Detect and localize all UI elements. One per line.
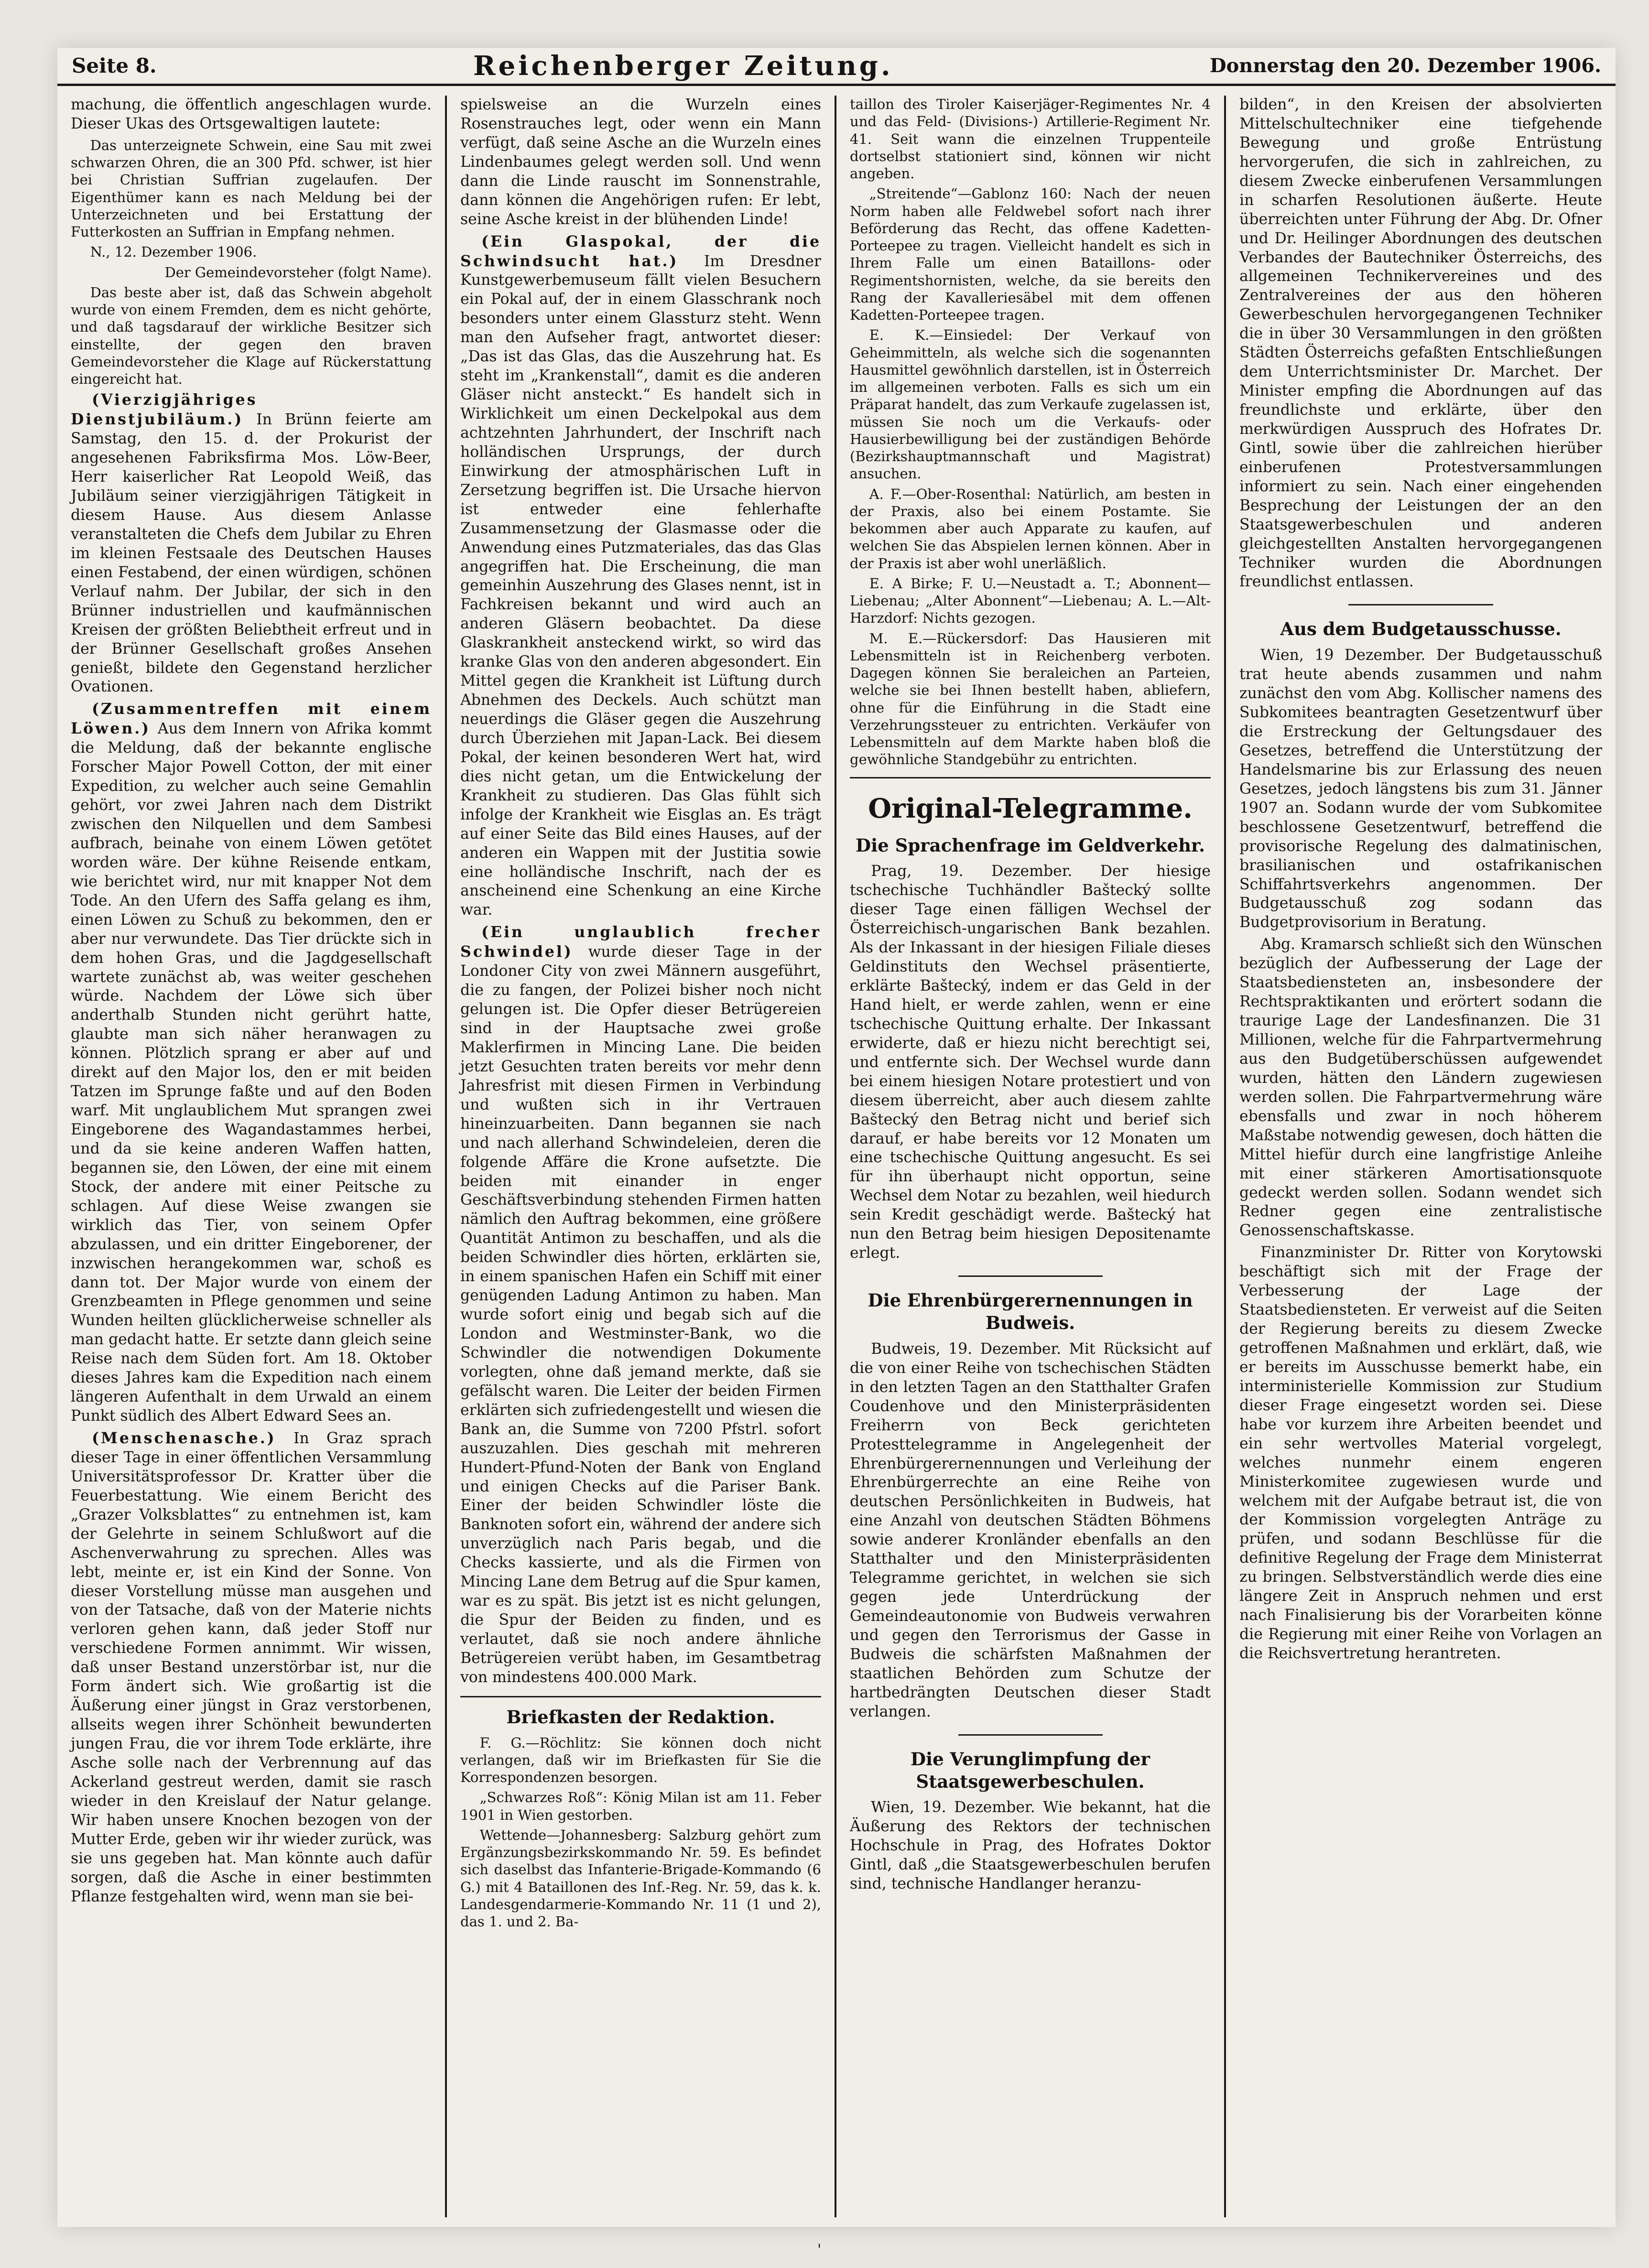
article-paragraph: In Graz sprach dieser Tage in einer öffentlichen Versammlung Universitätsprofessor Dr. Kratter über die Feuerbestattung. Wie einem Bericht des „Grazer Volksblattes“ zu entnehmen ist, kam der Gelehrte in seinem Schlußwort auf die Aschenverwahrung zu sprechen. Alles was lebt, meinte er, ist ein Kind der Sonne. Von dieser Vorstellung müsse man ausgehen und von der Tatsache, daß von der Materie nichts verloren gehen kann, daß jeder Stoff nur verschiedene Formen annimmt. Wir wissen, daß unser Bestand unzerstörbar ist, nur die Form ändert sich. Wie großartig ist die Äußerung einer jüngst in Graz verstorbenen, allseits wegen ihrer Schönheit bewunderten jungen Frau, die vor ihrem Tode erklärte, ihre Asche solle nach der Verbrennung auf das Ackerland gestreut werden, damit sie rasch wieder in den Kreislauf der Natur gelange. Wir haben unsere Knochen bezogen von der Mutter Erde, geben wir ihr wieder zurück, was sie uns gegeben hat. Man könnte auch dafür sorgen, daß die Asche in einer bestimmten Pflanze festgehalten wird, wenn man sie bei- [71,1430,432,1905]
mailbox-entry: taillon des Tiroler Kaiserjäger-Regimentes Nr. 4 und das Feld- (Divisions-) Artillerie-Regiment Nr. 41. Seit wann die einzelnen Truppenteile dortselbst stationiert sind, können wir nicht angeben. [850,96,1211,182]
article-heading: Die Sprachenfrage im Geldverkehr. [856,834,1205,856]
newspaper-title: Reichenberger Zeitung. [473,50,893,82]
article-paragraph: machung, die öffentlich angeschlagen wurde. Dieser Ukas des Ortsgewaltigen lautete: [71,96,432,132]
footer-mark: ' [817,2241,822,2258]
short-divider [958,1275,1103,1277]
article-paragraph: Wien, 19. Dezember. Wie bekannt, hat die Äußerung des Rektors der technischen Hochschule in Prag, des Hofrates Doktor Gintl, daß „die Staatsgewerbeschulen berufen sind, technische Handlanger heranzu- [850,1799,1211,1893]
article-heading: (Zusammentreffen mit einem Löwen.) [71,700,432,738]
short-divider [958,1734,1103,1736]
article-paragraph: Budweis, 19. Dezember. Mit Rücksicht auf die von einer Reihe von tschechischen Städten in den letzten Tagen an den Statthalter Grafen Coudenhove und den Ministerpräsidenten Freiherrn von Beck gerichteten Protesttelegramme in Angelegenheit der Ehrenbürgerernennungen und Verleihung der Ehrenbürgerrechte an eine Reihe von deutschen Persönlichkeiten in Budweis, hat eine Anzahl von deutschen Städten Böhmens sowie anderer Kronländer ebenfalls an den Statthalter und den Ministerpräsidenten Telegramme gerichtet, in welchen sie sich gegen jede Unterdrückung der Gemeindeautonomie von Budweis verwahren und gegen den Terrorismus der Gasse in Budweis die schärfsten Maßnahmen der staatlichen Behörden zum Schutze der hartbedrängten Deutschen dieser Stadt verlangen. [850,1340,1211,1720]
issue-date: Donnerstag den 20. Dezember 1906. [1209,54,1601,77]
notice-text: Das unterzeignete Schwein, eine Sau mit zwei schwarzen Ohren, die an 300 Pfd. schwer, ist hier bei Christian Suffrian zugelaufen. Der Eigenthümer kann es nach Meldung bei der Unterzeichneten und bei Erstattung der Futterkosten an Suffrian in Empfang nehmen. [71,137,432,240]
article-paragraph: Prag, 19. Dezember. Der hiesige tschechische Tuchhändler Baštecký sollte dieser Tage einen fälligen Wechsel der Österreichisch-ungarischen Bank bezahlen. Als der Inkassant in der hiesigen Filiale dieses Geldinstituts den Wechsel präsentierte, erklärte Baštecký, indem er das Geld in der Hand hielt, er werde zahlen, wenn er eine tschechische Quittung erhalte. Der Inkassant erwiderte, daß er hiezu nicht berechtigt sei, und entfernte sich. Der Wechsel wurde dann bei einem hiesigen Notare protestiert und von diesem überreicht, aber auch diesem zahlte Baštecký den Betrag nicht und berief sich darauf, er habe bereits vor 12 Monaten um eine tschechische Quittung angesucht. Es sei für ihn überhaupt nicht opportun, seine Wechsel dem Notar zu bezahlen, weil hiedurch sein Kredit geschädigt werde. Baštecký hat nun den Betrag beim hiesigen Depositenamte erlegt. [850,863,1211,1262]
article-paragraph: spielsweise an die Wurzeln eines Rosenstrauches legt, oder wenn ein Mann verfügt, daß seine Asche an die Wurzeln eines Lindenbaumes gelegt werden soll. Und wenn dann die Linde rauscht im Sonnenstrahle, dann können die Angehörigen rufen: Er lebt, seine Asche kreist in der blühenden Linde! [460,96,821,228]
mailbox-entry: F. G.—Röchlitz: Sie können doch nicht verlangen, daß wir im Briefkasten für Sie die Korrespondenzen besorgen. [460,1734,821,1786]
section-divider [850,777,1211,778]
masthead [57,48,1616,86]
short-divider [1348,604,1494,605]
article-paragraph: Das beste aber ist, daß das Schwein abgeholt wurde von einem Fremden, dem es nicht gehörte, und daß tagsdarauf der wirkliche Besitzer sich einstellte, der gegen den braven Gemeindevorsteher die Klage auf Rückerstattung eingereicht hat. [71,284,432,388]
article-paragraph: Aus dem Innern von Afrika kommt die Meldung, daß der bekannte englische Forscher Major Powell Cotton, der mit einer Expedition, zu welcher auch seine Gemahlin gehört, vor zwei Jahren nach dem Distrikt zwischen den Nilquellen und dem Sambesi aufbrach, beinahe von einem Löwen getötet worden wäre. Der kühne Reisende entkam, wie berichtet wird, nur mit knapper Not dem Tode. An den Ufern des Saffa gelang es ihm, einen Löwen zu Schuß zu bekommen, den er aber nur verwundete. Das Tier drückte sich in dem hohen Gras, und die Jagdgesellschaft wartete zunächst ab, was weiter geschehen würde. Nachdem der Löwe sich über anderthalb Stunden nicht gerührt hatte, glaubte man sich näher heranwagen zu können. Plötzlich sprang er aber auf und direkt auf den Major los, den er mit beiden Tatzen im Sprunge faßte und auf den Boden warf. Mit unglaublichem Mut sprangen zwei Eingeborene des Wagandastammes herbei, und da sie keine anderen Waffen hatten, begannen sie, den Löwen, der eine mit einem Stock, der andere mit einer Peitsche zu schlagen. Auf diese Weise zwangen sie wirklich das Tier, von seinem Opfer abzulassen, und ein dritter Eingeborener, der inzwischen herangekommen war, schoß es dann tot. Der Major wurde von einem der Grenzbeamten in Pflege genommen und seine Wunden heilten glücklicherweise schneller als man gedacht hatte. Er setzte dann gleich seine Reise nach dem Süden fort. Am 18. Oktober dieses Jahres kam die Expedition nach einem längeren Aufenthalt in dem Urwald an einem Punkt südlich des Albert Edward Sees an. [71,720,432,1425]
newspaper-page [57,48,1616,2227]
article-heading: Aus dem Budgetausschusse. [1280,618,1562,640]
article-heading: (Menschenasche.) [92,1429,276,1447]
page-number: Seite 8. [72,54,157,77]
article-paragraph: In Brünn feierte am Samstag, den 15. d. der Prokurist der angesehenen Fabriksfirma Mos. Löw-Beer, Herr kaiserlicher Rat Leopold Weiß, das Jubiläum seiner vierzigjährigen Tätigkeit in diesem Hause. Aus diesem Anlasse veranstalteten die Chefs dem Jubilar zu Ehren im kleinen Festsaale des Deutschen Hauses einen Festabend, der einen würdigen, schönen Verlauf nahm. Der Jubilar, der sich in den Brünner industriellen und kaufmännischen Kreisen der größten Beliebtheit erfreut und in der Brünner Gesellschaft großes Ansehen genießt, bildete den Gegenstand herzlicher Ovationen. [71,411,432,696]
article-heading: (Ein Glaspokal, der die Schwindsucht hat.) [460,232,821,270]
notice-signature: Der Gemeindevorsteher (folgt Name). [164,264,432,281]
article-paragraph: bilden“, in den Kreisen der absolvierten Mittelschultechniker eine tiefgehende Bewegung und große Entrüstung hervorgerufen, die sich in zahlreichen, zu diesem Zwecke einberufenen Versammlungen in scharfen Resolutionen äußerte. Heute überreichten unter Führung der Abg. Dr. Ofner und Dr. Heilinger Abordnungen des deutschen Verbandes der Bautechniker Österreichs, des allgemeinen Technikervereines und des Zentralvereines der aus den höheren Gewerbeschulen hervorgegangenen Techniker die in über 30 Versammlungen in den größten Städten Österreichs gefaßten Entschließungen dem Unterrichtsminister Dr. Marchet. Der Minister empfing die Abordnungen auf das freundlichste und erklärte, über den merkwürdigen Ausspruch des Hofrates Dr. Gintl, sowie über die zahlreichen hierüber einberufenen Protestversammlungen informiert zu sein. Nach einer eingehenden Besprechung der Leistungen der an den Staatsgewerbeschulen und anderen gleichgestellten Anstalten hervorgegangenen Techniker wurden die Abordnungen freundlichst entlassen. [1239,96,1602,591]
telegrams-heading: Original-Telegramme. [868,792,1193,824]
column-4 [1226,96,1616,2217]
section-divider [460,1696,821,1697]
article-heading: Die Ehrenbürgerernennungen in Budweis. [868,1290,1193,1333]
article-heading: Die Verunglimpfung der Staatsgewerbeschulen. [910,1748,1150,1792]
article-columns [57,96,1616,2217]
mailbox-entry: „Streitende“—Gablonz 160: Nach der neuen Norm haben alle Feldwebel sofort nach ihrer Beförderung das Recht, das offene Kadetten-Porteepee zu tragen. Vielleicht handelt es sich in Ihrem Falle um einen Bataillons- oder Regimentshornisten, welche, da sie bereits den Rang der Kavalleriesäbel mit dem offenen Kadetten-Porteepee tragen. [850,185,1211,323]
column-2 [447,96,836,2217]
article-paragraph: Wien, 19 Dezember. Der Budgetausschuß trat heute abends zusammen und nahm zunächst den vom Abg. Kollischer namens des Subkomitees beantragten Gesetzentwurf über die Erstreckung der Geltungsdauer des Gesetzes, betreffend die Unterstützung der Handelsmarine bis zur Erlassung des neuen Gesetzes, jedoch längstens bis zum 31. Jänner 1907 an. Sodann wurde der vom Subkomitee beschlossene Gesetzentwurf, betreffend die provisorische Regelung des dalmatinischen, brasilianischen und ostafrikanischen Schiffahrtsverkehrs angenommen. Der Budgetausschuß zog sodann das Budgetprovisorium in Beratung. [1239,647,1602,931]
article-paragraph: Abg. Kramarsch schließt sich den Wünschen bezüglich der Aufbesserung der Lage der Staatsbediensteten an, insbesondere der Rechtspraktikanten und erörtert sodann die traurige Lage der Landesfinanzen. Die 31 Millionen, welche für die Fahrpartvermehrung aus den Budgetüberschüssen aufgewendet wurden, hätten den Ländern zugewiesen werden sollen. Die Fahrpartvermehrung wäre ebensfalls und zwar in noch höherem Maßstabe notwendig gewesen, doch hätten die Mittel hiefür durch eine langfristige Anleihe mit einer stärkeren Amortisationsquote gedeckt werden sollen. Sodann wendet sich Redner gegen eine zentralistische Genossenschaftskasse. [1239,936,1602,1240]
column-1 [57,96,447,2217]
mailbox-entry: E. K.—Einsiedel: Der Verkauf von Geheimmitteln, als welche sich die sogenannten Hausmittel gewöhnlich darstellen, ist in Österreich im allgemeinen verboten. Falls es sich um ein Präparat handelt, das zum Verkaufe zugelassen ist, müssen Sie noch um die Verkaufs- oder Hausierbewilligung bei der zuständigen Behörde (Bezirkshauptmannschaft und Magistrat) ansuchen. [850,327,1211,482]
mailbox-entry: „Schwarzes Roß“: König Milan ist am 11. Feber 1901 in Wien gestorben. [460,1789,821,1823]
mailbox-entry: A. F.—Ober-Rosenthal: Natürlich, am besten in der Praxis, also bei einem Postamte. Sie bekommen aber auch Apparate zu kaufen, auf welchen Sie das Abspielen lernen können. Aber in der Praxis ist aber wohl unerläßlich. [850,486,1211,572]
column-3 [836,96,1226,2217]
notice-date: N., 12. Dezember 1906. [90,244,257,260]
article-paragraph: Finanzminister Dr. Ritter von Korytowski beschäftigt sich mit der Frage der Verbesserung der Lage der Staatsbediensteten. Er verweist auf die Seiten der Regierung bereits zu diesem Zwecke getroffenen Maßnahmen und erklärt, daß, wie er bereits im Ausschusse bemerkt habe, ein interministerielle Kommission zur Studium dieser Frage eingesetzt worden sei. Diese habe vor kurzem ihre Arbeiten beendet und ein sehr wertvolles Material vorgelegt, welches nunmehr einem engeren Ministerkomitee zugewiesen wurde und welchem mit der Aufgabe betraut ist, die von der Kommission vorgelegten Anträge zu prüfen, und sodann Beschlüsse für die definitive Regelung der Frage dem Ministerrat zu bringen. Selbstverständlich werde dies eine längere Zeit in Anspruch nehmen und erst nach Finalisierung bis der Vorarbeiten könne die Regierung mit einer Reihe von Vorlagen an die Reichsvertretung herantreten. [1239,1244,1602,1663]
article-paragraph: wurde dieser Tage in der Londoner City von zwei Männern ausgeführt, die zu fangen, der Polizei bisher noch nicht gelungen ist. Die Opfer dieser Betrügereien sind in der Hauptsache zwei große Maklerfirmen in Mincing Lane. Die beiden jetzt Gesuchten traten bereits vor mehr denn Jahresfrist mit diesen Firmen in Verbindung und wußten sich in ihr Vertrauen hineinzuarbeiten. Dann begannen sie nach und nach allerhand Schwindeleien, deren die folgende Affäre die Krone aufsetzte. Die beiden mit einander in enger Geschäftsverbindung stehenden Firmen hatten nämlich den Auftrag bekommen, eine größere Quantität Antimon zu beschaffen, und als die beiden Schwindler dies hörten, erklärten sie, in einem spanischen Hafen ein Schiff mit einer genügenden Ladung Antimon zu haben. Man wurde sofort einig und begab sich auf die London and Westminster-Bank, wo die Schwindler die notwendigen Dokumente vorlegten, ohne daß jemand merkte, daß sie gefälscht waren. Die Leiter der beiden Firmen erklärten sich zufriedengestellt und wiesen die Bank an, die Summe von 7200 Pfstrl. sofort auszuzahlen. Dies geschah mit mehreren Hundert-Pfund-Noten der Bank von England und einigen Checks auf die Pariser Bank. Einer der beiden Schwindler löste die Banknoten sofort ein, während der andere sich unverzüglich nach Paris begab, und die Checks kassierte, und als die Firmen von Mincing Lane dem Betrug auf die Spur kamen, war es zu spät. Bis jetzt ist es nicht gelungen, die Spur der Beiden zu finden, und es verlautet, daß sie noch andere ähnliche Betrügereien verübt haben, im Gesamtbetrag von mindestens 400.000 Mark. [460,943,822,1686]
mailbox-entry: M. E.—Rückersdorf: Das Hausieren mit Lebensmitteln ist in Reichenberg verboten. Dagegen können Sie beraleichen an Parteien, welche sie bei Ihnen bestellt haben, abliefern, ohne für die Einführung in die Stadt eine Verzehrungssteuer zu entrichten. Verkäufer von Lebensmitteln auf dem Markte haben bloß die gewöhnliche Standgebühr zu entrichten. [850,630,1211,768]
article-paragraph: Im Dresdner Kunstgewerbemuseum fällt vielen Besuchern ein Pokal auf, der in einem Glasschrank noch besonders unter einem Glassturz steht. Wenn man den Aufseher fragt, antwortet dieser: „Das ist das Glas, das die Auszehrung hat. Es steht im „Krankenstall“, damit es die anderen Gläser nicht ansteckt.“ Es handelt sich in Wirklichkeit um einen Deckelpokal aus dem achtzehnten Jahrhundert, der Inschrift nach holländischen Ursprungs, der durch Einwirkung der atmosphärischen Luft in Zersetzung begriffen ist. Die Ursache hiervon ist entweder eine fehlerhafte Zusammensetzung der Glasmasse oder die Anwendung eines Putzmateriales, das das Glas angegriffen hat. Die Erscheinung, die man gemeinhin Auszehrung des Glases nennt, ist in Fachkreisen bekannt und wird auch an anderen Gläsern beobachtet. Da diese Glaskrankheit ansteckend wirkt, so wird das kranke Glas von den anderen abgesondert. Ein Mittel gegen die Krankheit ist Lüftung durch Abnehmen des Deckels. Auch schützt man neuerdings die Gläser gegen die Auszehrung durch Überziehen mit Japan-Lack. Bei diesem Pokal, der keinen besonderen Wert hat, wird dies nicht getan, um die Entwickelung der Krankheit zu studieren. Das Glas fühlt sich infolge der Krankheit wie Eisglas an. Es trägt auf einer Seite das Bild eines Hauses, auf der anderen ein Wappen mit der Justitia sowie eine holländische Inschrift, nach der es anscheinend eine Schenkung an eine Kirche war. [460,252,822,919]
article-heading: (Ein unglaublich frecher Schwindel) [460,923,821,961]
mailbox-heading: Briefkasten der Redaktion. [506,1706,775,1728]
mailbox-entry: E. A Birke; F. U.—Neustadt a. T.; Abonnent—Liebenau; „Alter Abonnent“—Liebenau; A. L.—Alt-Harzdorf: Nichts gezogen. [850,575,1211,626]
article-heading: (Vierzigjähriges Dienstjubiläum.) [71,391,258,429]
mailbox-entry: Wettende—Johannesberg: Salzburg gehört zum Ergänzungsbezirkskommando Nr. 59. Es befindet sich daselbst das Infanterie-Brigade-Kommando (6 G.) mit 4 Bataillonen des Inf.-Reg. Nr. 59, das k. k. Landesgendarmerie-Kommando Nr. 11 (1 und 2), das 1. und 2. Ba- [460,1826,821,1930]
